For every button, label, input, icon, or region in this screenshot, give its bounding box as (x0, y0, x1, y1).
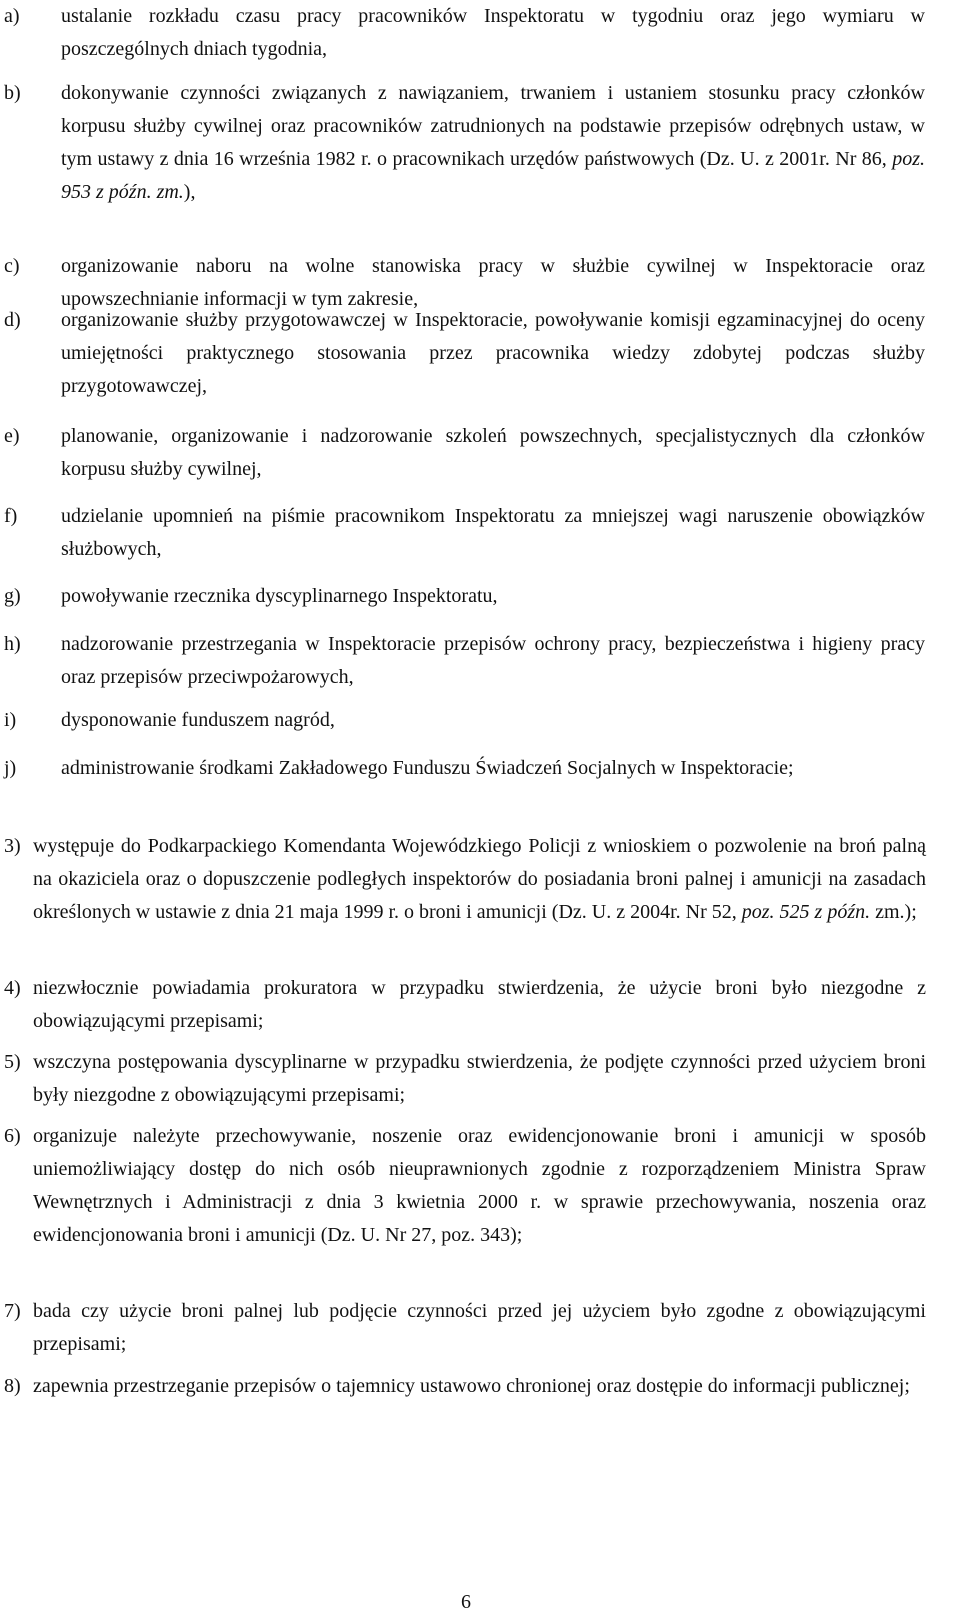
list-item-label: b) (4, 82, 21, 104)
list-item-text: powoływanie rzecznika dyscyplinarnego Inspektoratu, (61, 585, 498, 607)
citation-end: zm.); (870, 901, 917, 923)
list-item-f (4, 500, 925, 566)
list-item-text: planowanie, organizowanie i nadzorowanie szkoleń powszechnych, specjalistycznych dla członków korpusu służby cywilnej, (61, 425, 925, 480)
list-item-label: 5) (4, 1051, 21, 1073)
list-item-text: organizuje należyte przechowywanie, noszenie oraz ewidencjonowanie broni i amunicji w sposób uniemożliwiający dostęp do nich osób nieuprawnionych zgodnie z rozporządzeniem Ministra Spraw Wewnętrznych i Administracji z dnia 3 kwietnia 2000 r. w sprawie przechowywania, noszenia oraz ewidencjonowania broni i amunicji (Dz. U. Nr 27, poz. 343); (33, 1125, 926, 1246)
list-item-label: d) (4, 309, 21, 331)
list-item-text: ustalanie rozkładu czasu pracy pracowników Inspektoratu w tygodniu oraz jego wymiaru w poszczególnych dniach tygodnia, (61, 5, 925, 60)
list-item-label: a) (4, 5, 20, 27)
list-item-text: nadzorowanie przestrzegania w Inspektoracie przepisów ochrony pracy, bezpieczeństwa i higieny pracy oraz przepisów przeciwpożarowych, (61, 633, 925, 688)
citation-italic: poz. 953 z późn. zm. (61, 148, 925, 203)
list-item-label: 4) (4, 977, 21, 999)
list-item-text: niezwłocznie powiadamia prokuratora w przypadku stwierdzenia, że użycie broni było niezgodne z obowiązującymi przepisami; (33, 977, 926, 1032)
list-item-label: j) (4, 757, 17, 779)
list-item-b (4, 77, 925, 209)
list-item-text: zapewnia przestrzeganie przepisów o tajemnicy ustawowo chronionej oraz dostępie do informacji publicznej; (33, 1375, 910, 1397)
list-item-text: bada czy użycie broni palnej lub podjęcie czynności przed jej użyciem było zgodne z obowiązującymi przepisami; (33, 1300, 926, 1355)
list-item-text: występuje do Podkarpackiego Komendanta Wojewódzkiego Policji z wnioskiem o pozwolenie na broń palną na okaziciela oraz o dopuszczenie podległych inspektorów do posiadania broni palnej i amunicji na zasadach określonych w ustawie z dnia 21 maja 1999 r. o broni i amunicji (Dz. U. z 2004r. Nr 52, (33, 835, 926, 923)
list-item-i (4, 704, 925, 737)
list-item-label: h) (4, 633, 21, 655)
citation-italic: poz. 525 z późn. (741, 901, 871, 923)
list-item-g (4, 580, 925, 613)
list-item-label: i) (4, 709, 17, 731)
list-item-d (4, 304, 925, 403)
list-item-4 (4, 972, 926, 1038)
list-item-text-block (4, 830, 926, 929)
list-item-label: 8) (4, 1375, 21, 1397)
list-item-label: 3) (4, 835, 21, 857)
citation-end: ), (183, 181, 196, 203)
list-item-e (4, 420, 925, 486)
list-item-label: g) (4, 585, 21, 607)
list-item-label: f) (4, 505, 18, 527)
list-item-8 (4, 1370, 926, 1403)
list-item-text: organizowanie naboru na wolne stanowiska pracy w służbie cywilnej w Inspektoracie oraz upowszechnianie informacji w tym zakresie, (61, 255, 925, 310)
list-item-6 (4, 1120, 926, 1252)
list-item-text: organizowanie służby przygotowawczej w Inspektoracie, powoływanie komisji egzaminacyjnej do oceny umiejętności praktycznego stosowania przez pracownika wiedzy zdobytej podczas służby przygotowawczej, (61, 309, 925, 397)
page-number: 6 (461, 1591, 471, 1613)
list-item-text-block (4, 77, 925, 209)
list-item-7 (4, 1295, 926, 1361)
list-item-text: dysponowanie funduszem nagród, (61, 709, 335, 731)
list-item-label: e) (4, 425, 20, 447)
list-item-text: dokonywanie czynności związanych z nawiązaniem, trwaniem i ustaniem stosunku pracy członków korpusu służby cywilnej oraz pracowników zatrudnionych na podstawie przepisów odrębnych ustaw, w tym ustawy z dnia 16 września 1982 r. o pracownikach urzędów państwowych (Dz. U. z 2001r. Nr 86, (61, 82, 925, 170)
list-item-h (4, 628, 925, 694)
list-item-a (4, 0, 925, 66)
list-item-3 (4, 830, 926, 929)
list-item-text: wszczyna postępowania dyscyplinarne w przypadku stwierdzenia, że podjęte czynności przed użyciem broni były niezgodne z obowiązującymi przepisami; (33, 1051, 926, 1106)
list-item-5 (4, 1046, 926, 1112)
list-item-label: 7) (4, 1300, 21, 1322)
list-item-label: c) (4, 255, 20, 277)
list-item-text: udzielanie upomnień na piśmie pracownikom Inspektoratu za mniejszej wagi naruszenie obowiązków służbowych, (61, 505, 925, 560)
list-item-text: administrowanie środkami Zakładowego Funduszu Świadczeń Socjalnych w Inspektoracie; (61, 757, 794, 779)
list-item-j (4, 752, 925, 785)
list-item-label: 6) (4, 1125, 21, 1147)
